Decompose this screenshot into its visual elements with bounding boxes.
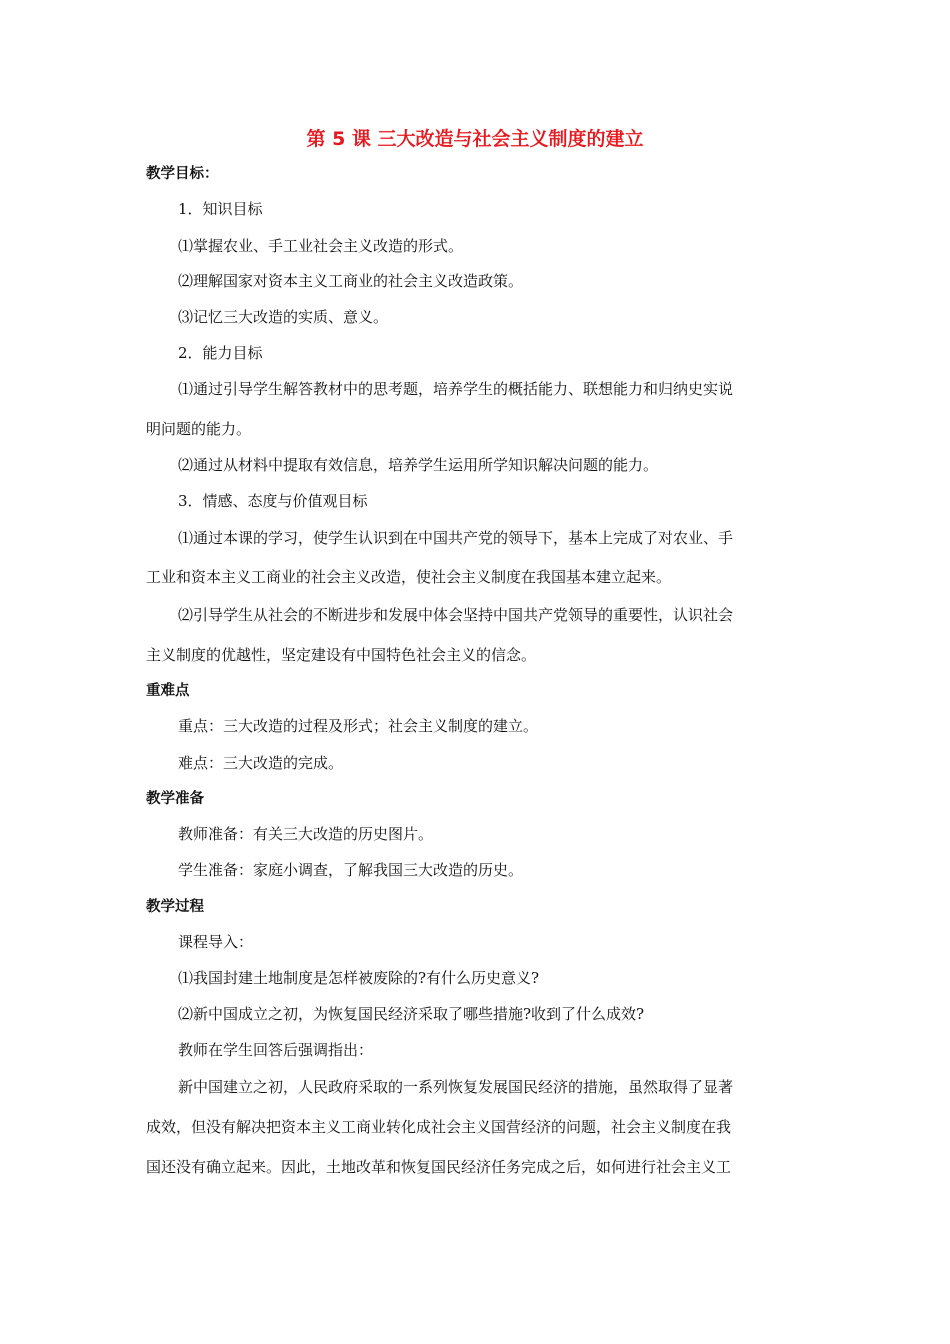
section-heading-objectives: 教学目标： [146,166,219,182]
paragraph-line: ⑴通过引导学生解答教材中的思考题，培养学生的概括能力、联想能力和归纳史实说 [178,380,734,398]
paragraph-line: 新中国建立之初，人民政府采取的一系列恢复发展国民经济的措施，虽然取得了显著 [178,1078,734,1096]
paragraph-line: ⑵理解国家对资本主义工商业的社会主义改造政策。 [178,272,524,290]
section-heading-preparation: 教学准备 [146,791,204,807]
subheading-knowledge: 1．知识目标 [178,200,263,218]
paragraph-line: ⑵新中国成立之初，为恢复国民经济采取了哪些措施?收到了什么成效? [178,1005,645,1023]
paragraph-line: ⑶记忆三大改造的实质、意义。 [178,308,389,326]
section-heading-key-points: 重难点 [146,683,190,699]
lesson-title: 第 5 课 三大改造与社会主义制度的建立 [306,128,644,150]
paragraph-line: 重点：三大改造的过程及形式；社会主义制度的建立。 [178,717,539,735]
paragraph-line: 主义制度的优越性，坚定建设有中国特色社会主义的信念。 [146,646,537,664]
section-heading-process: 教学过程 [146,899,204,915]
paragraph-line: ⑵引导学生从社会的不断进步和发展中体会坚持中国共产党领导的重要性，认识社会 [178,606,734,624]
subheading-ability: 2．能力目标 [178,344,263,362]
subheading-values: 3．情感、态度与价值观目标 [178,492,368,510]
paragraph-line: 工业和资本主义工商业的社会主义改造，使社会主义制度在我国基本建立起来。 [146,568,672,586]
paragraph-line: 课程导入： [178,933,254,951]
paragraph-line: 学生准备：家庭小调查，了解我国三大改造的历史。 [178,861,524,879]
paragraph-line: ⑴通过本课的学习，使学生认识到在中国共产党的领导下，基本上完成了对农业、手 [178,529,734,547]
paragraph-line: 教师在学生回答后强调指出： [178,1041,374,1059]
paragraph-line: ⑴掌握农业、手工业社会主义改造的形式。 [178,237,464,255]
paragraph-line: ⑵通过从材料中提取有效信息，培养学生运用所学知识解决问题的能力。 [178,456,659,474]
paragraph-line: 教师准备：有关三大改造的历史图片。 [178,825,434,843]
paragraph-line: 明问题的能力。 [146,420,252,438]
paragraph-line: 国还没有确立起来。因此，土地改革和恢复国民经济任务完成之后，如何进行社会主义工 [146,1158,732,1176]
paragraph-line: ⑴我国封建土地制度是怎样被废除的?有什么历史意义? [178,969,540,987]
paragraph-line: 难点：三大改造的完成。 [178,754,344,772]
paragraph-line: 成效，但没有解决把资本主义工商业转化成社会主义国营经济的问题，社会主义制度在我 [146,1118,732,1136]
